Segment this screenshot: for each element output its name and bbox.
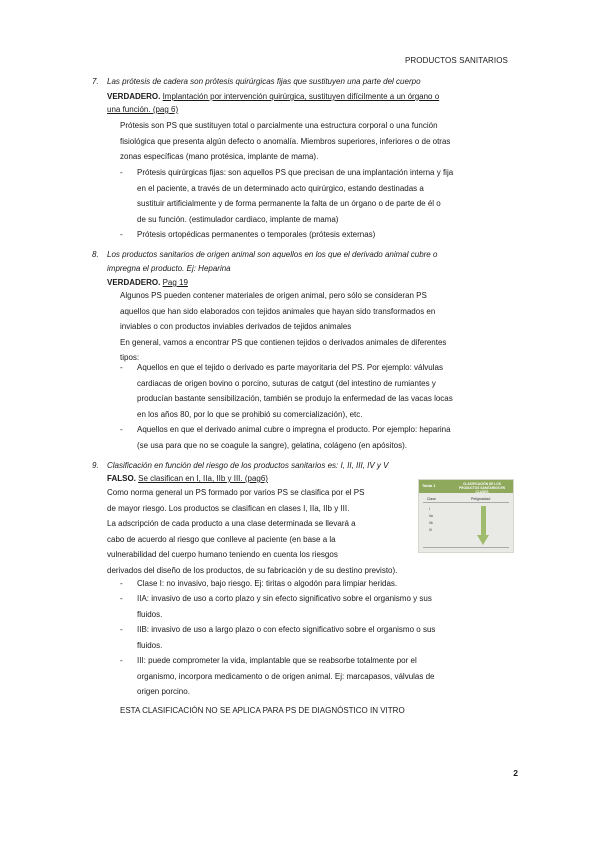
bullet-item <box>120 227 520 243</box>
bullet-line: (se usa para que no se coagule la sangre), gelatina, colágeno (en apósitos). <box>137 440 407 450</box>
question-9 <box>92 459 512 473</box>
bullet-item <box>120 591 520 623</box>
paragraph-line: En general, vamos a encontrar PS que contienen tejidos o derivados animales de diferentes <box>120 337 447 347</box>
question-text-cont: impregna el producto. Ej: Heparina <box>107 264 231 273</box>
bullet-line: sustituir artificialmente y de forma permanente la falta de un órgano o de parte de él o <box>137 199 441 208</box>
paragraph <box>107 485 397 578</box>
paragraph-line: cabo de acuerdo al riesgo que conlleve al paciente (en base a la <box>107 534 336 544</box>
bullet-item <box>120 422 520 454</box>
paragraph-line: derivados del diseño de los productos, de su fabricación y de su destino previsto). <box>107 565 398 575</box>
bullet-line: organismo, incorpora medicamento o de origen animal. Ej: marcapasos, válvulas de <box>137 671 435 681</box>
paragraph-line: Algunos PS pueden contener materiales de origen animal, pero sólo se consideran PS <box>120 291 427 300</box>
answer-7 <box>107 90 517 116</box>
bullet-dash: - <box>120 230 123 239</box>
paragraph-line: Prótesis son PS que sustituyen total o parcialmente una estructura corporal o una función <box>120 121 438 130</box>
bullet-line: de su función. (estimulador cardiaco, implante de mama) <box>137 214 339 224</box>
question-number: 9. <box>92 461 99 470</box>
question-7 <box>92 75 512 89</box>
page-number: 2 <box>513 768 518 778</box>
bullet-line: IIA: invasivo de uso a corto plazo y sin efecto significativo sobre el organismo y sus <box>137 594 432 603</box>
bullet-text: Prótesis ortopédicas permanentes o temporales (prótesis externas) <box>137 230 376 239</box>
table-column-header: Peligrosidad <box>471 497 491 501</box>
bullet-item <box>120 576 520 592</box>
bullet-line: en el paciente, a través de un determinado acto quirúrgico, estando destinadas a <box>137 183 424 193</box>
bullet-item <box>120 360 520 422</box>
question-8 <box>92 248 512 276</box>
table-class: IIa <box>429 514 433 518</box>
bullet-line: fluidos. <box>137 609 163 619</box>
bullet-line: producían bastante sensibilización, también se produjo la enfermedad de las vacas locas <box>137 394 453 403</box>
paragraph-line: aquellos que han sido elaborados con tejidos animales que hayan sido transformados en <box>120 306 436 316</box>
page-header: PRODUCTOS SANITARIOS <box>404 56 508 65</box>
arrow-down-icon <box>481 506 486 536</box>
paragraph-line: Como norma general un PS formado por varios PS se clasifica por el PS <box>107 488 365 497</box>
paragraph-line: de mayor riesgo. Los productos se clasifican en clases I, IIa, IIb y III. <box>107 503 350 513</box>
answer-reference: Se clasifican en I, IIa, IIb y III. (pag6) <box>138 474 268 483</box>
table-column-header: Clase <box>427 497 436 501</box>
answer-reference: Implantación por intervención quirúrgica, sustituyen difícilmente a un órgano o <box>162 92 440 101</box>
paragraph <box>120 118 450 165</box>
bullet-line: III: puede comprometer la vida, implantable que se reabsorbe totalmente por el <box>137 656 417 665</box>
bullet-item <box>120 165 520 227</box>
table-divider <box>423 502 509 503</box>
answer-reference-cont: una función. (pag 6) <box>107 105 179 114</box>
bullet-line: cardiacas de origen bovino o porcino, suturas de catgut (del intestino de rumiantes y <box>137 378 436 388</box>
classification-note: ESTA CLASIFICACIÓN NO SE APLICA PARA PS DE DIAGNÓSTICO IN VITRO <box>120 706 405 715</box>
arrow-head-icon <box>477 535 489 545</box>
table-title: CLASIFICACIÓN DE LOS PRODUCTOS SANITARIOS EN CLASES <box>459 482 505 494</box>
bullet-item <box>120 653 520 701</box>
verdict: FALSO. <box>107 474 136 483</box>
bullet-text <box>137 360 453 422</box>
bullet-dash: - <box>120 363 123 372</box>
classification-table-image <box>418 479 514 553</box>
verdict: VERDADERO. <box>107 92 161 101</box>
paragraph-line: La adscripción de cada producto a una clase determinada se llevará a <box>107 519 356 528</box>
bullet-line: IIB: invasivo de uso a largo plazo o con efecto significativo sobre el organismo o sus <box>137 625 436 634</box>
bullet-line: fluidos. <box>137 640 163 650</box>
bullet-dash: - <box>120 579 123 588</box>
table-class: III <box>429 528 432 532</box>
bullet-text <box>137 653 434 700</box>
bullet-item <box>120 622 520 654</box>
bullet-dash: - <box>120 625 123 634</box>
table-divider <box>423 547 509 548</box>
paragraph-line: inviables o con productos inviables derivados de tejidos animales <box>120 322 352 331</box>
bullet-dash: - <box>120 594 123 603</box>
verdict: VERDADERO. <box>107 278 161 287</box>
paragraph-line: vulnerabilidad del cuerpo humano teniendo en cuenta los riesgos <box>107 550 338 559</box>
question-text: Las prótesis de cadera son prótesis quirúrgicas fijas que sustituyen una parte del cuerpo <box>107 77 421 86</box>
bullet-text <box>137 422 451 453</box>
bullet-text <box>137 165 453 227</box>
bullet-text <box>137 591 432 622</box>
paragraph-line: zonas específicas (mano protésica, implante de mama). <box>120 152 319 161</box>
answer-reference: Pag 19 <box>162 278 188 287</box>
paragraph <box>120 288 446 366</box>
question-number: 7. <box>92 77 99 86</box>
bullet-line: Aquellos en que el derivado animal cubre o impregna el producto. Por ejemplo: heparina <box>137 425 451 434</box>
bullet-dash: - <box>120 168 123 177</box>
bullet-line: Prótesis quirúrgicas fijas: son aquellos PS que precisan de una implantación interna y fija <box>137 168 454 177</box>
bullet-line: origen porcino. <box>137 687 190 696</box>
table-class: IIb <box>429 521 433 525</box>
question-text: Clasificación en función del riesgo de los productos sanitarios es: I, II, III, IV y V <box>107 461 389 470</box>
bullet-dash: - <box>120 425 123 434</box>
bullet-dash: - <box>120 656 123 665</box>
question-text: Los productos sanitarios de origen animal son aquellos en los que el derivado animal cubre o <box>107 250 438 259</box>
paragraph-line: fisiológica que presenta algún defecto o anomalía. Miembros superiores, inferiores o de otras <box>120 136 451 146</box>
question-number: 8. <box>92 250 99 259</box>
paragraph-line: tipos: <box>120 353 140 362</box>
bullet-line: Aquellos en que el tejido o derivado es parte mayoritaria del PS. Por ejemplo: válvulas <box>137 363 443 372</box>
bullet-text: Clase I: no invasivo, bajo riesgo. Ej: tiritas o algodón para limpiar heridas. <box>137 579 398 588</box>
table-label: Tabla 1 <box>422 483 436 488</box>
bullet-line: en los años 80, por lo que se prohibió su comercialización), etc. <box>137 409 363 419</box>
table-class: I <box>429 507 430 511</box>
bullet-text <box>137 622 435 653</box>
